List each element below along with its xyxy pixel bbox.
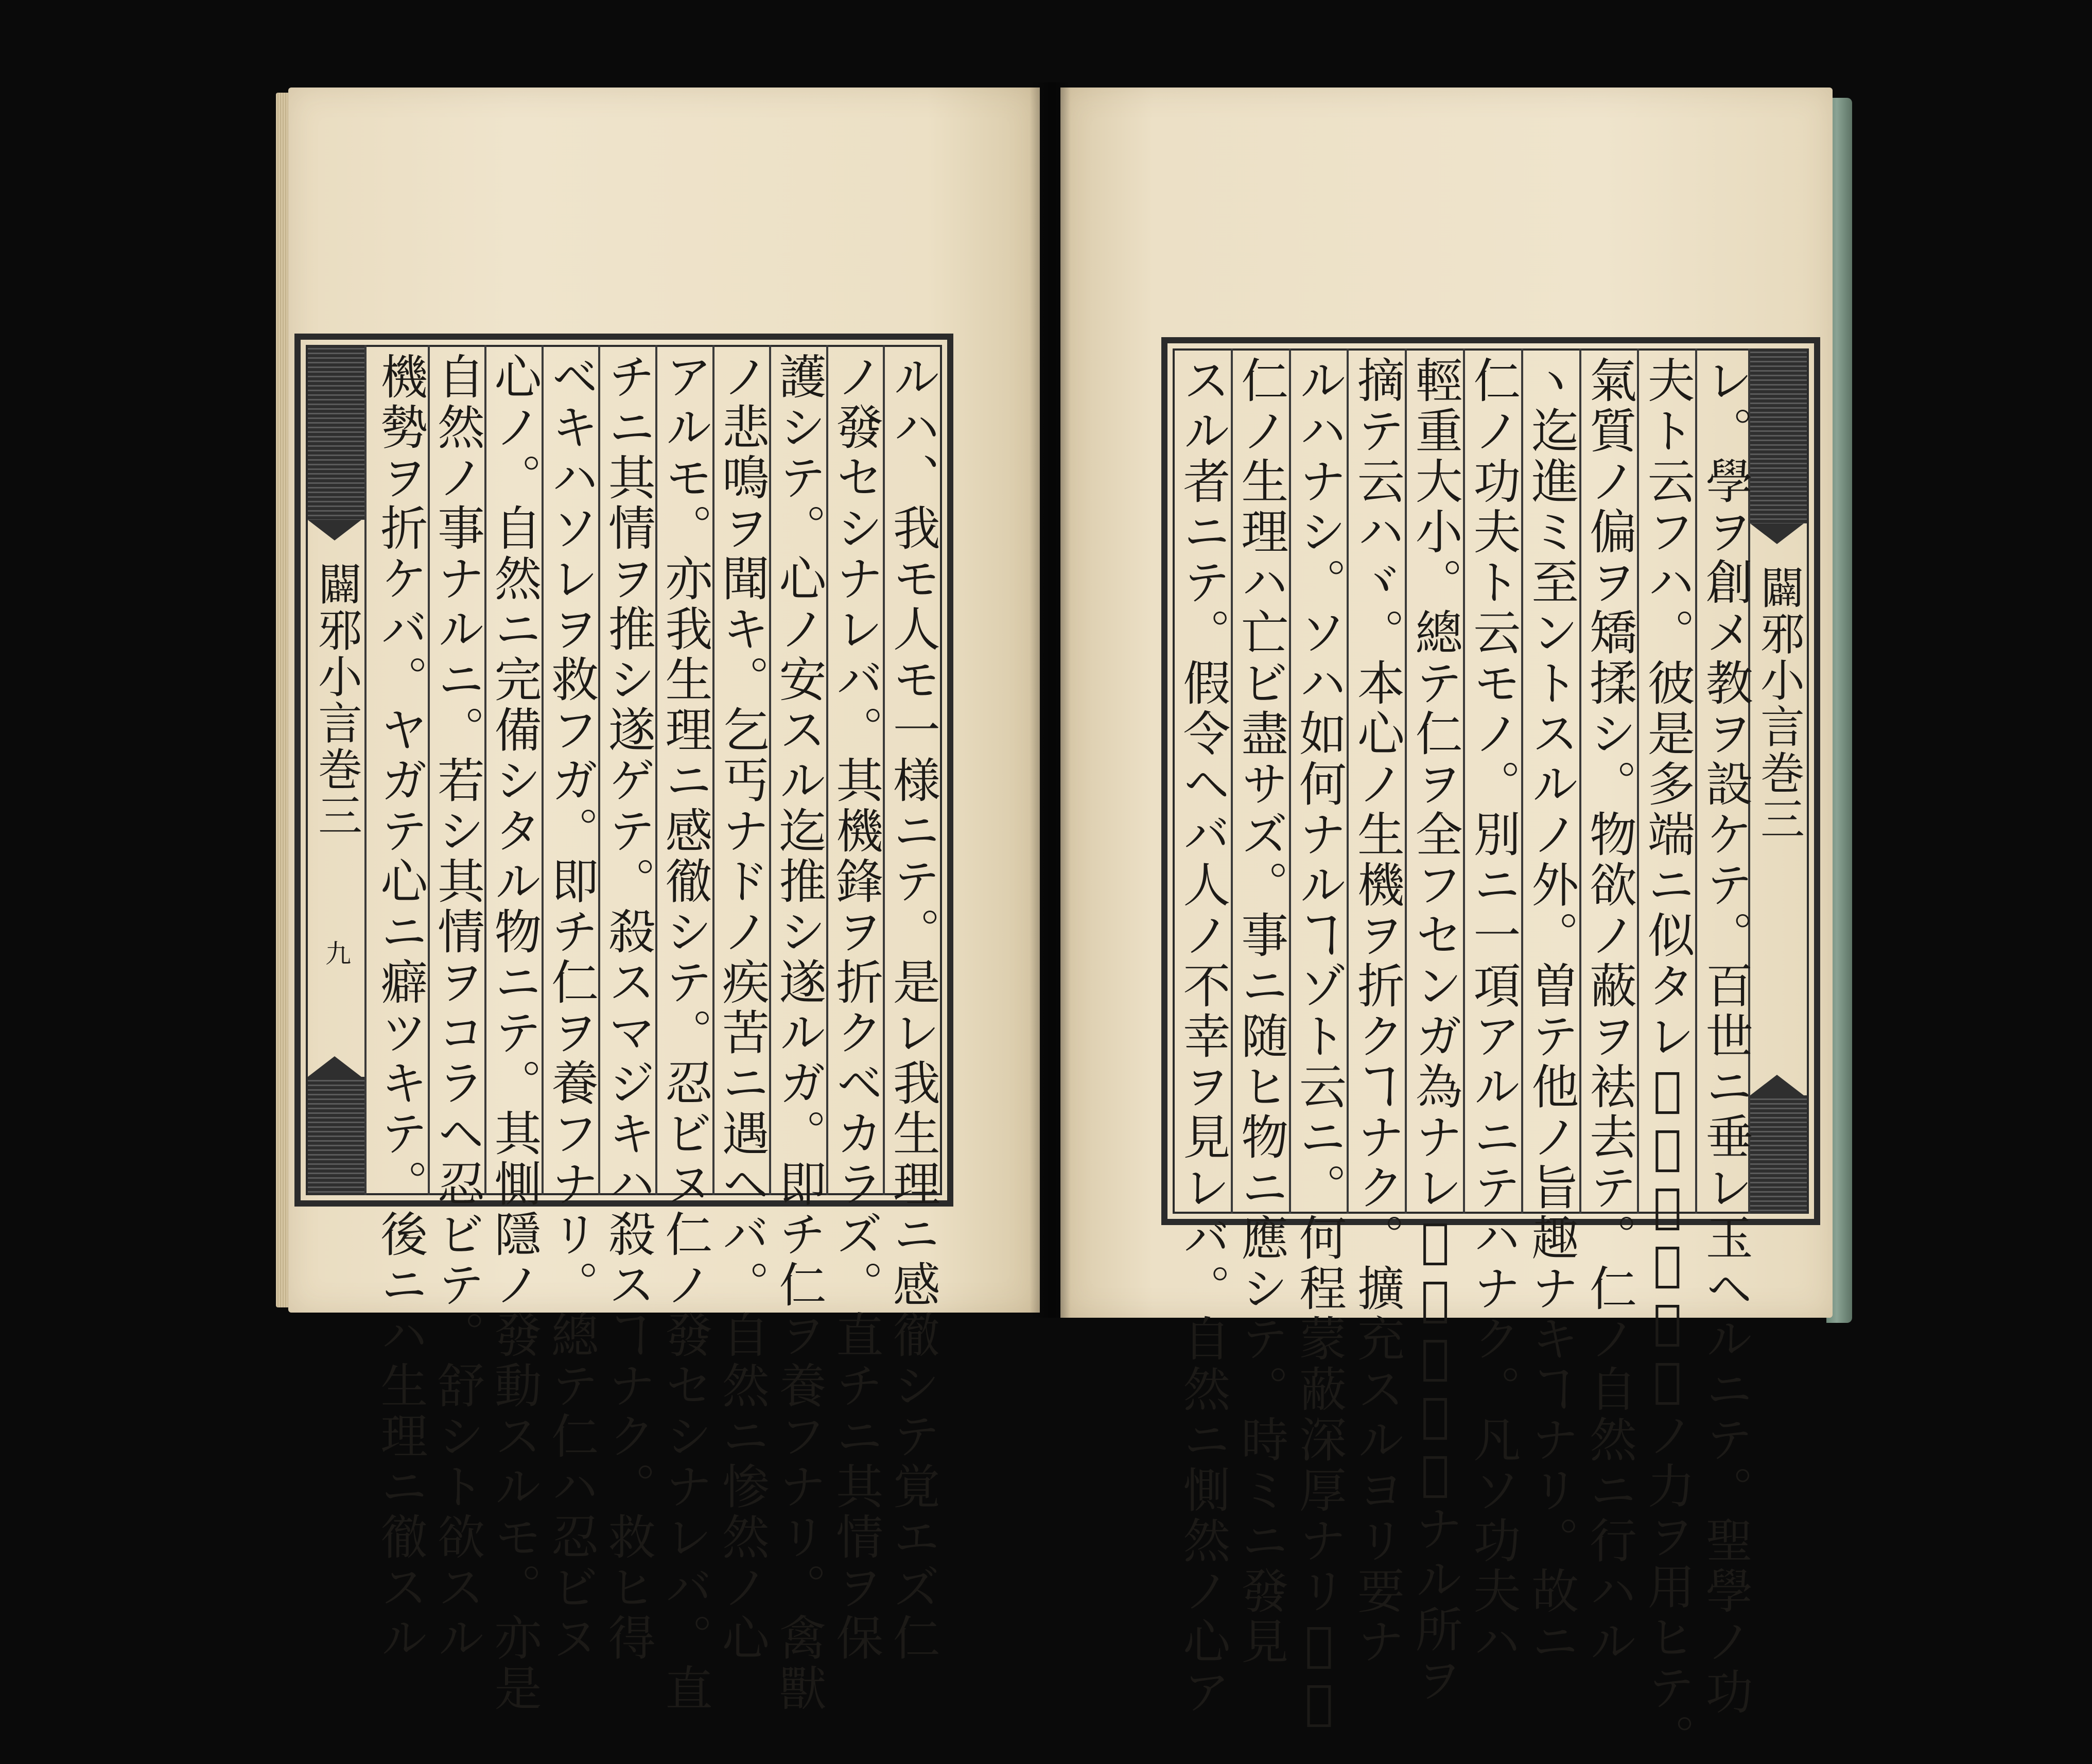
left-text-columns [373,345,940,1714]
right-text-frame [1161,337,1820,1764]
fishtail-ornament [1750,348,1807,523]
text-column: ノ發セシナレバ。其機鋒ヲ折クベカラズ。直チニ其情ヲ保 [828,352,884,1664]
right-header-title: 闢邪小言巻三 [1753,565,1804,843]
text-column: ルハ、我モ人モ一様ニテ。是レ我生理ニ感徹シテ覚エズ仁 [885,352,940,1664]
text-column: チニ其情ヲ推シ遂ゲテ。殺スマジキハ殺スヿナク。救ヒ得 [600,352,656,1664]
fishtail-ornament [308,345,364,520]
right-text-columns [1175,348,1753,1764]
text-column: 輕重大小。總テ仁ヲ全フセンガ為ナレ𪜈。今其切ナル所ヲ [1407,356,1463,1706]
left-text-frame [294,334,953,1714]
text-column: 機勢ヲ折ケバ。ヤガテ心ニ癖ツキテ。後ニハ生理ニ徹スル [373,352,428,1664]
text-column: 護シテ。心ノ安スル迄推シ遂ルガ。即チ仁ヲ養フナリ。禽獸 [771,352,827,1714]
text-column: ルハナシ。ソハ如何ナルヿゾト云ニ。何程蒙蔽深厚ナリ𪜈。 [1292,356,1347,1733]
folio-number: 九 [321,940,351,966]
text-column: 仁ノ功夫ト云モノ。別ニ一項アルニテハナク。凡ソ功夫ハ [1466,356,1521,1667]
text-column: ベキハソレヲ救フガ。即チ仁ヲ養フナリ。總テ仁ハ忍ビヌ [544,352,599,1664]
text-column: レ。學ヲ創メ教ヲ設ケテ。百世ニ垂レ玉ヘルニテ。聖學ノ功 [1698,356,1753,1718]
text-column: 摘テ云ハヾ。本心ノ生機ヲ折クヿナク。擴充スルヨリ要ナ [1349,356,1405,1667]
text-column: 自然ノ事ナルニ。若シ其情ヲコラヘ忍ビテ。舒シト欲スル [429,352,485,1664]
text-column: 夫ト云フハ。彼是多端ニ似タレ𪜈。畢竟勉強ノ力ヲ用ヒテ。 [1640,356,1695,1764]
right-hashira [1748,348,1807,1214]
fishtail-ornament-bottom [1750,1095,1807,1214]
left-hashira [308,345,367,1195]
left-header-title: 闢邪小言巻三 [310,561,362,839]
text-column: スル者ニテ。假令ヘバ人ノ不幸ヲ見レバ。自然ニ惻然ノ心ア [1175,356,1231,1718]
text-column: 氣質ノ偏ヲ矯揉シ。物欲ノ蔽ヲ袪去テ。仁ノ自然ニ行ハル [1582,356,1637,1667]
fishtail-ornament-bottom [308,1077,364,1195]
book-gutter [1030,82,1071,1318]
text-column: 心ノ。自然ニ完備シタル物ニテ。其惻隱ノ發動スルモ。亦是 [486,352,542,1714]
text-column: 仁ノ生理ハ亡ビ盡サズ。事ニ随ヒ物ニ應シテ。時ミニ發見 [1233,356,1289,1667]
text-column: ヽ迄進ミ至ントスルノ外。曽テ他ノ旨趣ナキヿナリ。故ニ [1524,356,1579,1667]
text-column: アルモ。亦我生理ニ感徹シテ。忍ビヌ仁ノ發セシナレバ。直 [657,352,713,1714]
text-column: ノ悲鳴ヲ聞キ。乞丐ナドノ疾苦ニ遇ヘバ。自然ニ惨然ノ心 [714,352,770,1664]
